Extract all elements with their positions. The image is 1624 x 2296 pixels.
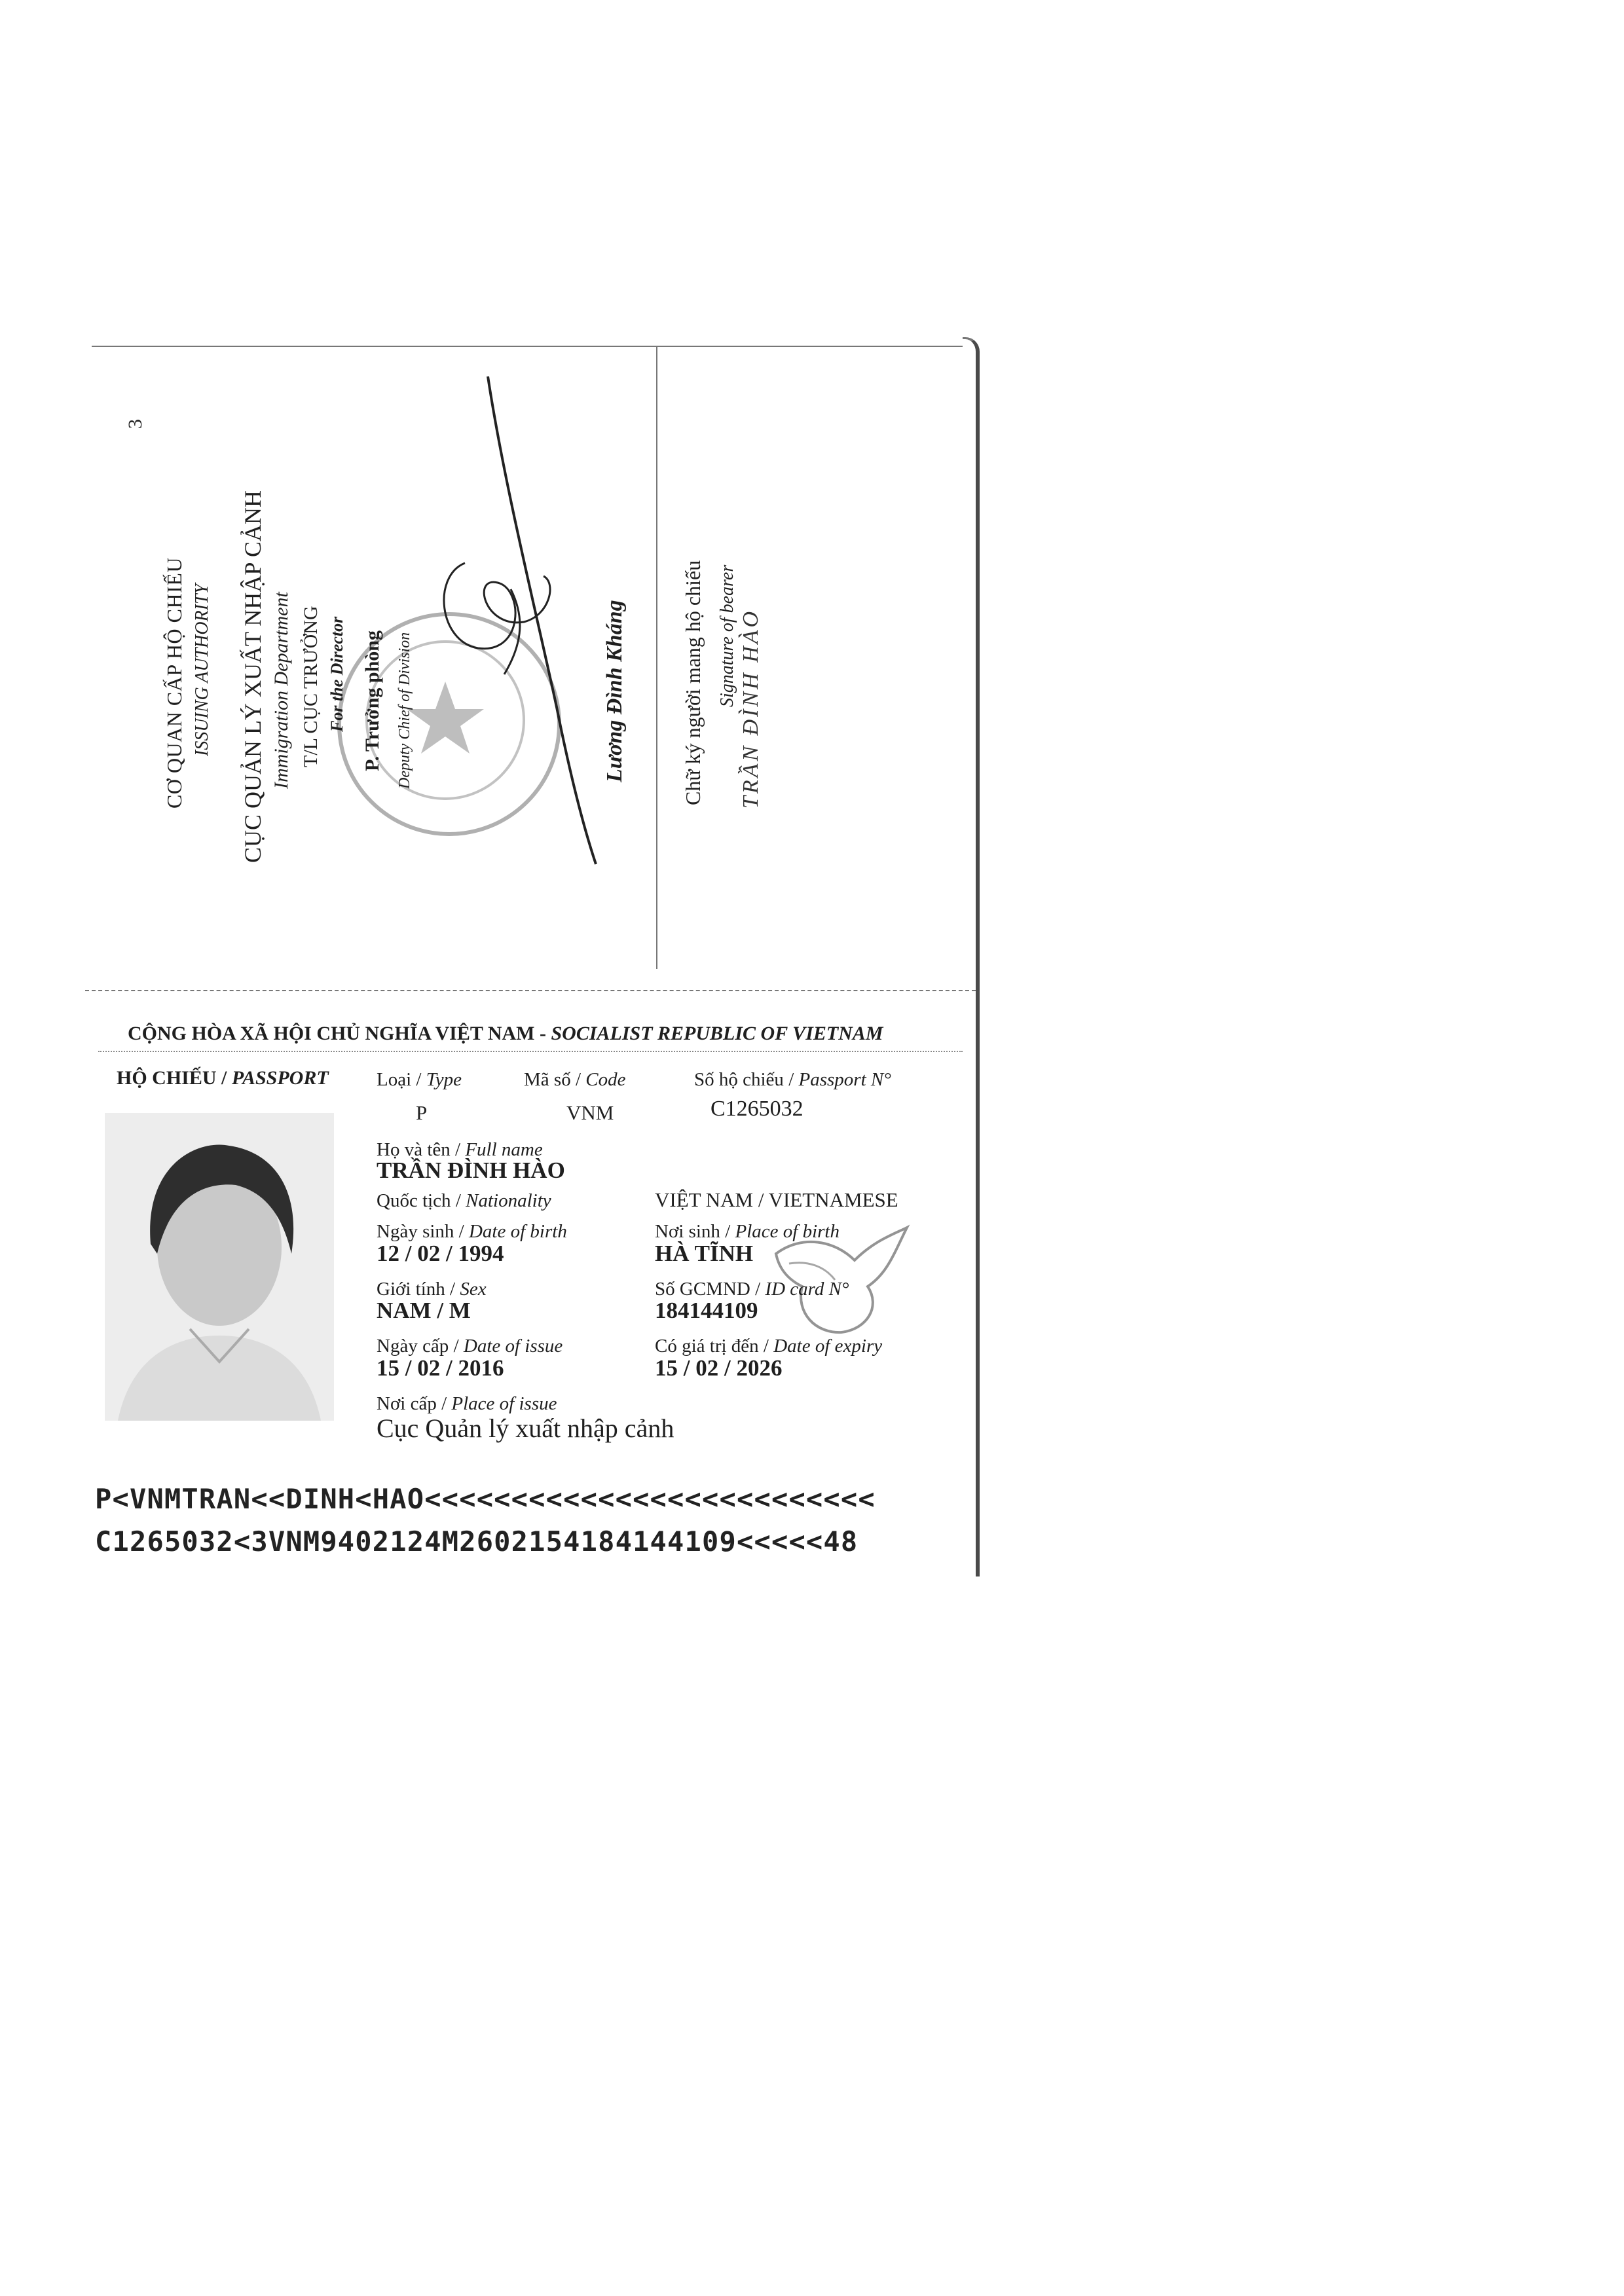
- doc-label-en: PASSPORT: [231, 1067, 329, 1089]
- bearer-signature-label-en: Signature of bearer: [717, 564, 737, 707]
- issuing-authority-name-vi: CỤC QUẢN LÝ XUẤT NHẬP CẢNH: [240, 490, 266, 863]
- expiry-date-value: 15 / 02 / 2026: [655, 1355, 783, 1381]
- pob-value: HÀ TĨNH: [655, 1241, 754, 1266]
- dove-watermark-icon: [763, 1214, 913, 1339]
- full-name-label-vi: Họ và tên: [377, 1139, 451, 1160]
- signer-title-en: Deputy Chief of Division: [396, 632, 413, 789]
- passport-number-label-vi: Số hộ chiếu: [694, 1069, 784, 1090]
- issue-date-label-vi: Ngày cấp: [377, 1336, 449, 1357]
- pob-label-en: Place of birth: [735, 1221, 840, 1242]
- bearer-signature-label-vi: Chữ ký người mang hộ chiếu: [681, 560, 705, 805]
- dob-label-vi: Ngày sinh: [377, 1221, 454, 1242]
- page-number: 3: [124, 419, 146, 429]
- full-name-label-en: Full name: [465, 1139, 543, 1160]
- nationality-label: Quốc tịch / Nationality: [377, 1190, 551, 1211]
- page-fold-rule: [85, 990, 976, 991]
- issuing-authority-label-vi: CƠ QUAN CẤP HỘ CHIẾU: [162, 557, 186, 809]
- id-card-label-vi: Số GCMND: [655, 1279, 750, 1300]
- expiry-date-label: Có giá trị đến / Date of expiry: [655, 1336, 883, 1357]
- place-of-issue-label-vi: Nơi cấp: [377, 1393, 437, 1414]
- signer-name: Lương Đình Kháng: [602, 600, 627, 782]
- dob-label-en: Date of birth: [468, 1221, 567, 1242]
- page-top-rule: [92, 346, 963, 347]
- issue-date-label-en: Date of issue: [463, 1336, 563, 1357]
- mrz-line-2: C1265032<3VNM9402124M2602154184144109<<<<<48: [95, 1525, 858, 1558]
- country-name-en: SOCIALIST REPUBLIC OF VIETNAM: [551, 1023, 883, 1044]
- full-name-label: Họ và tên / Full name: [377, 1139, 543, 1160]
- portrait-icon: [105, 1113, 334, 1421]
- expiry-date-label-en: Date of expiry: [773, 1336, 883, 1357]
- code-value: VNM: [566, 1101, 614, 1124]
- for-director-vi: T/L CỤC TRƯỞNG: [300, 606, 322, 767]
- place-of-issue-label: Nơi cấp / Place of issue: [377, 1393, 557, 1414]
- type-label-en: Type: [426, 1069, 462, 1090]
- code-label-en: Code: [585, 1069, 626, 1090]
- id-card-value: 184144109: [655, 1298, 758, 1323]
- nationality-label-vi: Quốc tịch: [377, 1190, 451, 1211]
- bearer-signature: TRẦN ĐÌNH HÀO: [739, 608, 763, 809]
- type-label-vi: Loại: [377, 1069, 412, 1090]
- passport-number-label: Số hộ chiếu / Passport N°: [694, 1069, 891, 1090]
- dob-value: 12 / 02 / 1994: [377, 1241, 504, 1266]
- country-header: [128, 1023, 883, 1045]
- for-director-en: For the Director: [327, 616, 346, 732]
- document-type-label: HỘ CHIẾU / PASSPORT: [117, 1067, 329, 1089]
- sex-label: Giới tính / Sex: [377, 1279, 487, 1300]
- holder-photo: [105, 1113, 334, 1421]
- type-label: Loại / Type: [377, 1069, 462, 1090]
- passport-number-label-en: Passport N°: [798, 1069, 891, 1090]
- issuing-authority-name-en: Immigration Department: [270, 592, 292, 789]
- code-label-vi: Mã số: [524, 1069, 571, 1090]
- dob-label: Ngày sinh / Date of birth: [377, 1221, 567, 1242]
- mrz-line-1: P<VNMTRAN<<DINH<HAO<<<<<<<<<<<<<<<<<<<<<<<<<<: [95, 1483, 876, 1515]
- id-card-label: Số GCMND / ID card N°: [655, 1279, 849, 1300]
- nationality-label-en: Nationality: [466, 1190, 551, 1211]
- signature-divider: [656, 347, 657, 969]
- place-of-issue-value: Cục Quản lý xuất nhập cảnh: [377, 1413, 674, 1443]
- expiry-date-label-vi: Có giá trị đến: [655, 1336, 759, 1357]
- director-signature-icon: [426, 367, 622, 877]
- sex-value: NAM / M: [377, 1298, 471, 1323]
- header-rule: [98, 1051, 963, 1052]
- place-of-issue-label-en: Place of issue: [451, 1393, 557, 1414]
- issue-date-label: Ngày cấp / Date of issue: [377, 1336, 563, 1357]
- sex-label-en: Sex: [460, 1279, 487, 1300]
- signer-title-vi: P. Trưởng phòng: [361, 630, 383, 771]
- issue-date-value: 15 / 02 / 2016: [377, 1355, 504, 1381]
- country-separator: -: [534, 1023, 551, 1044]
- full-name-value: TRẦN ĐÌNH HÀO: [377, 1157, 565, 1183]
- code-label: Mã số / Code: [524, 1069, 626, 1090]
- id-card-label-en: ID card N°: [765, 1279, 849, 1300]
- passport-number-value: C1265032: [710, 1097, 803, 1121]
- nationality-value: VIỆT NAM / VIETNAMESE: [655, 1188, 898, 1211]
- sex-label-vi: Giới tính: [377, 1279, 445, 1300]
- pob-label: Nơi sinh / Place of birth: [655, 1221, 840, 1242]
- country-name-vi: CỘNG HÒA XÃ HỘI CHỦ NGHĨA VIỆT NAM: [128, 1023, 535, 1044]
- passport-page-edge: [963, 337, 980, 1576]
- doc-label-vi: HỘ CHIẾU: [117, 1067, 217, 1089]
- pob-label-vi: Nơi sinh: [655, 1221, 720, 1242]
- issuing-authority-label-en: ISSUING AUTHORITY: [192, 583, 212, 756]
- type-value: P: [416, 1101, 428, 1124]
